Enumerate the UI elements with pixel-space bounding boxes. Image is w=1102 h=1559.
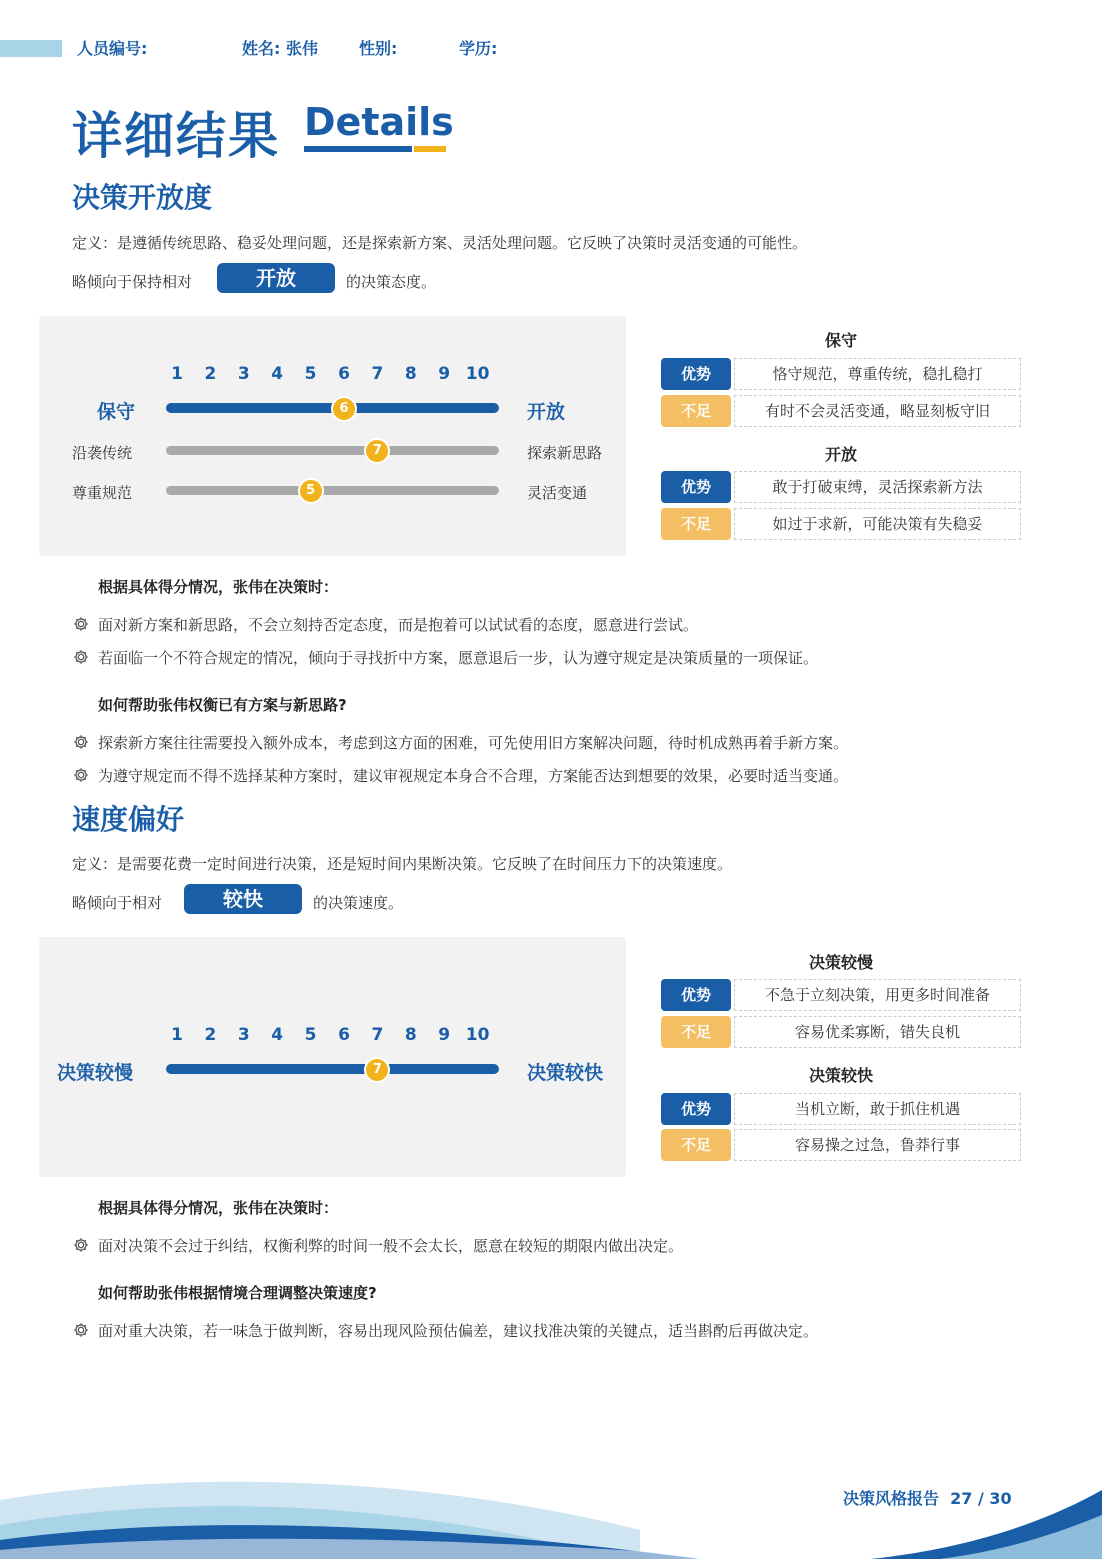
speed-lean-badge: 较快 bbox=[184, 884, 302, 914]
report-name: 决策风格报告 bbox=[843, 1489, 940, 1508]
gear-icon bbox=[72, 766, 90, 784]
gear-icon bbox=[72, 648, 90, 666]
slow-advantage-row bbox=[661, 979, 1021, 1011]
speed-scale-tick-8: 8 bbox=[404, 1025, 417, 1045]
openness-lean-badge: 开放 bbox=[217, 263, 335, 293]
speed-scale-tick-7: 7 bbox=[371, 1025, 384, 1045]
advantage-tag: 优势 bbox=[661, 979, 731, 1011]
open-advantage-row bbox=[661, 471, 1021, 503]
openness-help-heading: 如何帮助张伟权衡已有方案与新思路? bbox=[98, 696, 347, 714]
slow-group-title: 决策较慢 bbox=[808, 953, 873, 972]
advantage-tag: 优势 bbox=[661, 358, 731, 390]
header-accent-bar bbox=[0, 40, 62, 57]
section-title-openness: 决策开放度 bbox=[72, 181, 213, 214]
tradition-score-marker: 7 bbox=[364, 438, 390, 464]
section-title-speed: 速度偏好 bbox=[72, 803, 185, 836]
fast-disadvantage-row bbox=[661, 1129, 1021, 1161]
openness-scale-tick-1: 1 bbox=[171, 364, 183, 384]
slow-advantage-text: 不急于立刻决策，用更多时间准备 bbox=[734, 979, 1021, 1011]
speed-help-item: 面对重大决策，若一味急于做判断，容易出现风险预估偏差，建议找准决策的关键点，适当斟酌后再做决定。 bbox=[72, 1320, 818, 1341]
openness-analysis-item: 面对新方案和新思路，不会立刻持否定态度，而是抱着可以试试看的态度，愿意进行尝试。 bbox=[72, 614, 698, 635]
title-underline-orange bbox=[414, 146, 446, 152]
conservative-disadvantage-text: 有时不会灵活变通，略显刻板守旧 bbox=[734, 395, 1021, 427]
fast-advantage-row bbox=[661, 1093, 1021, 1125]
speed-lean-prefix: 略倾向于相对 bbox=[72, 894, 163, 912]
norms-track bbox=[166, 486, 499, 495]
openness-scale-tick-2: 2 bbox=[204, 364, 217, 384]
speed-analysis-heading: 根据具体得分情况，张伟在决策时： bbox=[98, 1199, 339, 1217]
speed-scale-tick-9: 9 bbox=[438, 1025, 451, 1045]
openness-main-score-marker: 6 bbox=[331, 396, 357, 422]
speed-left-pole: 决策较慢 bbox=[57, 1062, 134, 1084]
slow-disadvantage-row bbox=[661, 1016, 1021, 1048]
openness-help-item: 为遵守规定而不得不选择某种方案时，建议审视规定本身合不合理，方案能否达到想要的效果，必要时适当变通。 bbox=[72, 765, 848, 786]
slow-disadvantage-text: 容易优柔寡断，错失良机 bbox=[734, 1016, 1021, 1048]
speed-score-panel bbox=[39, 937, 626, 1177]
gear-icon bbox=[72, 733, 90, 751]
person-id-label: 人员编号: bbox=[77, 39, 148, 58]
speed-scale-tick-6: 6 bbox=[338, 1025, 350, 1045]
conservative-group-title: 保守 bbox=[824, 331, 857, 350]
speed-help-heading: 如何帮助张伟根据情境合理调整决策速度? bbox=[98, 1284, 377, 1302]
gear-icon bbox=[72, 615, 90, 633]
person-gender-label: 性别: bbox=[359, 39, 398, 58]
norms-right-label: 灵活变通 bbox=[527, 484, 588, 502]
openness-right-pole: 开放 bbox=[527, 401, 566, 423]
fast-advantage-text: 当机立断，敢于抓住机遇 bbox=[734, 1093, 1021, 1125]
speed-scale-tick-5: 5 bbox=[304, 1025, 317, 1045]
tradition-track bbox=[166, 446, 499, 455]
speed-scale-tick-2: 2 bbox=[204, 1025, 217, 1045]
speed-main-score-marker: 7 bbox=[364, 1057, 390, 1083]
speed-definition: 定义：是需要花费一定时间进行决策，还是短时间内果断决策。它反映了在时间压力下的决策速度。 bbox=[72, 855, 733, 873]
openness-lean-suffix: 的决策态度。 bbox=[346, 273, 437, 291]
openness-scale-tick-10: 10 bbox=[465, 364, 490, 384]
norms-left-label: 尊重规范 bbox=[72, 484, 133, 502]
speed-scale-tick-1: 1 bbox=[171, 1025, 183, 1045]
page-title: 详细结果 bbox=[72, 107, 280, 165]
disadvantage-tag: 不足 bbox=[661, 1129, 731, 1161]
openness-help-item: 探索新方案往往需要投入额外成本，考虑到这方面的困难，可先使用旧方案解决问题，待时机成熟再着手新方案。 bbox=[72, 732, 848, 753]
footer-wave-decoration bbox=[0, 1470, 1102, 1559]
openness-left-pole: 保守 bbox=[97, 401, 136, 423]
gear-icon bbox=[72, 1236, 90, 1254]
openness-scale-tick-4: 4 bbox=[271, 364, 284, 384]
fast-disadvantage-text: 容易操之过急，鲁莽行事 bbox=[734, 1129, 1021, 1161]
gear-icon bbox=[72, 1321, 90, 1339]
disadvantage-tag: 不足 bbox=[661, 1016, 731, 1048]
open-group-title: 开放 bbox=[824, 445, 857, 464]
norms-score-marker: 5 bbox=[298, 478, 324, 504]
openness-scale-tick-6: 6 bbox=[338, 364, 350, 384]
openness-scale-tick-5: 5 bbox=[304, 364, 317, 384]
person-name-label: 姓名: 张伟 bbox=[242, 39, 318, 58]
speed-scale-tick-3: 3 bbox=[237, 1025, 250, 1045]
report-footer bbox=[843, 1486, 1012, 1509]
conservative-advantage-row bbox=[661, 358, 1021, 390]
speed-lean-suffix: 的决策速度。 bbox=[313, 894, 404, 912]
openness-score-panel bbox=[39, 316, 626, 556]
disadvantage-tag: 不足 bbox=[661, 395, 731, 427]
disadvantage-tag: 不足 bbox=[661, 508, 731, 540]
openness-scale-tick-8: 8 bbox=[404, 364, 417, 384]
speed-analysis-item: 面对决策不会过于纠结，权衡利弊的时间一般不会太长，愿意在较短的期限内做出决定。 bbox=[72, 1235, 683, 1256]
person-education-label: 学历: bbox=[459, 39, 498, 58]
page-title-en: Details bbox=[304, 100, 454, 144]
openness-lean-prefix: 略倾向于保持相对 bbox=[72, 273, 193, 291]
speed-main-track bbox=[166, 1064, 499, 1074]
openness-scale-tick-3: 3 bbox=[237, 364, 250, 384]
open-advantage-text: 敢于打破束缚，灵活探索新方法 bbox=[734, 471, 1021, 503]
openness-analysis-heading: 根据具体得分情况，张伟在决策时： bbox=[98, 578, 339, 596]
tradition-left-label: 沿袭传统 bbox=[72, 444, 133, 462]
speed-scale-tick-4: 4 bbox=[271, 1025, 284, 1045]
advantage-tag: 优势 bbox=[661, 1093, 731, 1125]
title-underline-blue bbox=[304, 146, 412, 152]
open-disadvantage-row bbox=[661, 508, 1021, 540]
page-number: 27 / 30 bbox=[950, 1489, 1012, 1508]
openness-analysis-item: 若面临一个不符合规定的情况，倾向于寻找折中方案，愿意退后一步，认为遵守规定是决策质量的一项保证。 bbox=[72, 647, 818, 668]
tradition-right-label: 探索新思路 bbox=[527, 444, 603, 462]
speed-right-pole: 决策较快 bbox=[527, 1062, 604, 1084]
conservative-disadvantage-row bbox=[661, 395, 1021, 427]
open-disadvantage-text: 如过于求新，可能决策有失稳妥 bbox=[734, 508, 1021, 540]
openness-scale-tick-7: 7 bbox=[371, 364, 384, 384]
openness-definition: 定义：是遵循传统思路、稳妥处理问题，还是探索新方案、灵活处理问题。它反映了决策时灵活变通的可能性。 bbox=[72, 234, 808, 252]
advantage-tag: 优势 bbox=[661, 471, 731, 503]
fast-group-title: 决策较快 bbox=[808, 1066, 873, 1085]
openness-scale-tick-9: 9 bbox=[438, 364, 451, 384]
conservative-advantage-text: 恪守规范，尊重传统，稳扎稳打 bbox=[734, 358, 1021, 390]
speed-scale-tick-10: 10 bbox=[465, 1025, 490, 1045]
